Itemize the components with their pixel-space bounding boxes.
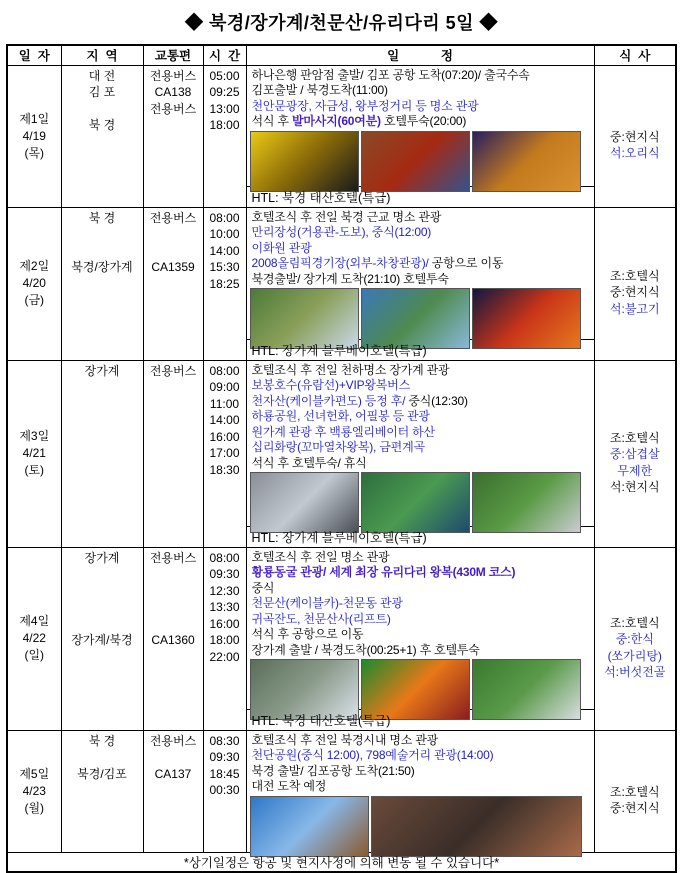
meal-item: 무제한	[617, 463, 653, 478]
date-value: 4/22	[22, 631, 46, 645]
transport-name	[144, 749, 203, 766]
meal-item: 중:현지식	[609, 801, 660, 815]
time-value: 16:00	[209, 616, 240, 631]
schedule-lines	[247, 731, 594, 795]
forbidden-city-night-photo	[472, 131, 581, 192]
day-row	[7, 207, 676, 339]
region-name	[62, 583, 143, 600]
schedule-line	[252, 409, 592, 425]
day-row	[7, 360, 676, 526]
time-value: 17:00	[209, 446, 240, 460]
date-text	[8, 548, 61, 730]
meal-lines	[595, 361, 676, 547]
time-value: 14:00	[209, 243, 240, 258]
schedule-text: 하룡공원, 선녀헌화, 어필봉 등 관광	[251, 409, 430, 423]
schedule-cell	[246, 65, 594, 186]
schedule-line	[252, 394, 592, 410]
tiananmen-gate-photo	[361, 131, 470, 192]
schedule-line	[252, 83, 592, 99]
meal-lines	[595, 548, 676, 730]
time-cell	[203, 547, 246, 730]
transport-name: 전용버스	[149, 68, 197, 83]
meal-item: 석:현지식	[609, 480, 660, 494]
schedule-line	[252, 99, 592, 115]
time-value: 08:00	[209, 550, 240, 565]
schedule-line	[252, 733, 592, 749]
baofeng-lake-photo	[361, 472, 470, 533]
schedule-line	[252, 114, 592, 130]
weekday-label: (토)	[24, 463, 45, 477]
schedule-text: 원가계 관광 후 백룡엘리베이터 하산	[251, 424, 435, 439]
column-header: 지 역	[61, 45, 143, 65]
schedule-line	[252, 627, 592, 643]
time-value: 14:00	[209, 413, 240, 427]
time-cell	[203, 207, 246, 360]
meal-item: 석:버섯전골	[604, 665, 666, 679]
transport-cell	[143, 730, 203, 852]
transport-cell	[143, 360, 203, 547]
weekday-label: (금)	[24, 293, 45, 307]
time-value: 09:00	[209, 380, 240, 394]
time-value: 09:25	[209, 85, 240, 99]
region-name: 장가계	[84, 550, 120, 565]
region-name	[62, 243, 143, 260]
transport-cell	[143, 207, 203, 360]
transport-name: 전용버스	[149, 733, 197, 748]
schedule-line	[252, 241, 592, 257]
day-label: 제3일	[19, 429, 50, 443]
region-name	[62, 599, 143, 616]
transport-name	[144, 616, 203, 633]
region-name: 대 전	[88, 68, 116, 83]
time-value: 18:25	[209, 276, 240, 291]
weekday-label: (일)	[24, 648, 45, 662]
schedule-line	[252, 612, 592, 628]
time-value: 13:30	[209, 600, 240, 614]
time-value: 00:30	[209, 783, 240, 797]
time-value: 12:30	[209, 583, 240, 598]
transport-name	[144, 243, 203, 260]
region-cell	[61, 730, 143, 852]
meal-cell	[594, 547, 676, 730]
region-name	[62, 101, 143, 118]
time-value: 05:00	[209, 68, 240, 83]
header-row	[7, 45, 676, 65]
meal-lines	[595, 66, 676, 207]
schedule-line	[252, 68, 592, 84]
region-name: 북경/김포	[77, 766, 127, 781]
schedule-line	[252, 581, 592, 597]
schedule-line	[252, 272, 592, 288]
schedule-text: 호텔조식 후 전일 북경시내 명소 관광	[251, 732, 439, 747]
schedule-text: 석식 후 공항으로 이동	[251, 627, 364, 641]
day-label: 제4일	[19, 614, 50, 628]
day-row	[7, 547, 676, 709]
date-cell	[7, 65, 61, 207]
schedule-lines	[247, 548, 594, 659]
day-row	[7, 730, 676, 852]
weekday-label: (목)	[24, 145, 45, 160]
time-value: 10:00	[209, 227, 240, 241]
schedule-lines	[247, 66, 594, 130]
hotel-name: HTL: 장가계 블루베이호텔(특급)	[246, 339, 594, 360]
schedule-content	[247, 361, 594, 526]
meal-cell	[594, 360, 676, 547]
schedule-line	[252, 596, 592, 612]
region-name: 북 경	[88, 210, 116, 225]
time-value: 08:00	[209, 363, 240, 378]
schedule-text: 중식(12:30)	[405, 393, 468, 408]
transport-name: 전용버스	[149, 550, 197, 565]
meal-cell	[594, 730, 676, 852]
column-header: 일 자	[7, 45, 61, 65]
date-cell	[7, 360, 61, 547]
date-text	[8, 361, 61, 547]
meal-item: 석:불고기	[609, 301, 660, 316]
schedule-text: 장가계 출발 / 북경도착(00:25+1) 후 호텔투숙	[251, 642, 480, 657]
schedule-text: 호텔투숙(20:00)	[380, 114, 467, 128]
transport-name: 전용버스	[149, 210, 197, 225]
schedule-line	[252, 378, 592, 394]
column-header: 교통편	[143, 45, 203, 65]
date-value: 4/20	[22, 276, 46, 290]
region-name: 북 경	[88, 118, 116, 132]
date-value: 4/23	[22, 783, 46, 798]
schedule-text: 북경 출발/ 김포공항 도착(21:50)	[251, 763, 415, 778]
schedule-text: 김포출발 / 북경도착(11:00)	[251, 83, 388, 97]
schedule-content	[247, 208, 594, 339]
schedule-line	[252, 550, 592, 566]
region-cell	[61, 65, 143, 207]
schedule-text: 천안문광장, 자금성, 왕부정거리 등 명소 관광	[251, 98, 479, 113]
bailong-elevator-photo	[472, 472, 581, 533]
transport-name: CA138	[154, 85, 192, 99]
day-label: 제5일	[19, 766, 50, 781]
region-name: 김 포	[88, 85, 116, 99]
summer-palace-photo	[361, 288, 470, 349]
meal-item: 석:오리식	[609, 146, 660, 160]
time-value: 22:00	[209, 649, 240, 664]
column-header: 시 간	[203, 45, 246, 65]
schedule-content	[247, 66, 594, 186]
hotel-name: HTL: 북경 태산호텔(특급)	[246, 186, 594, 207]
misty-peaks-photo	[250, 472, 359, 533]
birds-nest-stadium-photo	[472, 288, 581, 349]
region-cell	[61, 207, 143, 360]
day-label: 제2일	[19, 259, 50, 273]
schedule-line	[252, 456, 592, 472]
transport-name: 전용버스	[149, 363, 197, 378]
weekday-label: (월)	[24, 800, 45, 815]
schedule-text: 석식 후	[251, 114, 292, 128]
schedule-cell	[246, 360, 594, 526]
time-value: 08:00	[209, 210, 240, 225]
schedule-text: 호텔조식 후 전일 북경 근교 명소 관광	[251, 209, 442, 224]
meal-cell	[594, 65, 676, 207]
schedule-lines	[247, 208, 594, 288]
schedule-text: 천문산(케이블카)-천문동 관광	[251, 596, 403, 610]
schedule-text: 공항으로 이동	[428, 256, 504, 270]
region-name	[62, 616, 143, 633]
photo-strip	[247, 795, 594, 860]
798-art-district-photo	[371, 796, 582, 857]
schedule-text: 천자산(케이블카편도) 등정 후/	[251, 393, 406, 408]
schedule-line	[252, 643, 592, 659]
time-value: 16:00	[209, 429, 240, 444]
schedule-line	[252, 565, 592, 581]
schedule-text: 2008올림픽경기장(외부-차창관광)/	[251, 256, 429, 270]
transport-name	[144, 583, 203, 600]
schedule-text: 북경출발/ 장가계 도착(21:10) 호텔투숙	[251, 271, 449, 286]
schedule-text: 보봉호수(유람선)+VIP왕복버스	[251, 378, 410, 392]
region-name	[62, 749, 143, 766]
date-value: 4/19	[22, 128, 46, 143]
date-cell	[7, 730, 61, 852]
schedule-text: 황룡동굴 관광/ 세계 최장 유리다리 왕복(430M 코스)	[251, 565, 516, 579]
schedule-line	[252, 363, 592, 379]
column-header: 식 사	[594, 45, 676, 65]
transport-name: 전용버스	[149, 101, 197, 116]
meal-item: (쏘가리탕)	[607, 648, 662, 663]
great-wall-photo	[250, 288, 359, 349]
region-name	[62, 566, 143, 583]
meal-item: 중:현지식	[609, 285, 660, 300]
meal-item: 중:한식	[615, 632, 654, 646]
date-text	[8, 208, 61, 360]
meal-cell	[594, 207, 676, 360]
footnote: *상기일정은 항공 및 현지사정에 의해 변동 될 수 있습니다*	[7, 852, 676, 872]
transport-cell	[143, 547, 203, 730]
schedule-line	[252, 764, 592, 780]
meal-item: 중:현지식	[609, 129, 660, 144]
time-value: 18:45	[209, 766, 240, 781]
transport-name: CA1359	[151, 260, 195, 274]
meal-item: 조:호텔식	[609, 268, 660, 283]
hotel-name: HTL: 장가계 블루베이호텔(특급)	[246, 526, 594, 547]
column-header: 일 정	[246, 45, 594, 65]
time-value: 11:00	[209, 396, 240, 411]
transport-cell	[143, 65, 203, 207]
transport-name: CA137	[154, 766, 192, 781]
food-skewers-photo	[250, 131, 359, 192]
time-value: 09:30	[209, 750, 240, 764]
schedule-text: 하나은행 판암점 출발/ 김포 공항 도착(07:20)/ 출국수속	[251, 67, 530, 82]
meal-lines	[595, 731, 676, 852]
region-name	[62, 226, 143, 243]
transport-name: CA1360	[151, 633, 195, 647]
region-cell	[61, 547, 143, 730]
schedule-line	[252, 440, 592, 456]
time-cell	[203, 730, 246, 852]
time-value: 15:30	[209, 260, 240, 274]
time-value: 09:30	[209, 567, 240, 581]
time-cell	[203, 65, 246, 207]
schedule-text: 만리장성(거용관-도보), 중식(12:00)	[251, 225, 432, 239]
schedule-text: 귀곡잔도, 천문산사(리프트)	[251, 611, 391, 626]
schedule-line	[252, 225, 592, 241]
time-value: 18:00	[209, 118, 240, 132]
meal-item: 조:호텔식	[609, 430, 660, 445]
page-title: ◆ 북경/장가계/천문산/유리다리 5일 ◆	[184, 13, 499, 33]
time-value: 13:00	[209, 101, 240, 116]
schedule-content	[247, 731, 594, 852]
schedule-text: 십리화랑(꼬마열차왕복), 금편계곡	[251, 440, 425, 454]
schedule-text: 천단공원(중식 12:00), 798예술거리 관광(14:00)	[251, 748, 494, 762]
time-value: 08:30	[209, 733, 240, 748]
region-name: 북 경	[88, 733, 116, 748]
meal-item: 조:호텔식	[609, 615, 660, 630]
schedule-text: 석식 후 호텔투숙/ 휴식	[251, 455, 367, 470]
region-cell	[61, 360, 143, 547]
itinerary-table	[6, 44, 677, 873]
meal-item: 중:삼겹살	[609, 447, 660, 461]
date-cell	[7, 207, 61, 360]
schedule-lines	[247, 361, 594, 472]
meal-lines	[595, 208, 676, 360]
region-name: 북경/장가계	[71, 260, 133, 274]
region-name: 장가계	[84, 363, 120, 378]
region-name: 장가계/북경	[71, 633, 133, 647]
hotel-name: HTL: 북경 태산호텔(특급)	[246, 709, 594, 730]
day-label: 제1일	[19, 111, 50, 126]
date-value: 4/21	[22, 446, 46, 460]
schedule-text: 중식	[251, 580, 275, 595]
schedule-line	[252, 425, 592, 441]
date-cell	[7, 547, 61, 730]
date-text	[8, 66, 61, 207]
day-row	[7, 65, 676, 186]
glass-bridge-aerial-photo	[472, 659, 581, 720]
transport-name	[144, 599, 203, 616]
time-value: 18:30	[209, 462, 240, 477]
schedule-text: 호텔조식 후 전일 천하명소 장가계 관광	[251, 362, 450, 377]
time-cell	[203, 360, 246, 547]
photo-strip	[247, 471, 594, 536]
schedule-content	[247, 548, 594, 709]
schedule-cell	[246, 730, 594, 852]
schedule-line	[252, 210, 592, 226]
transport-name	[144, 226, 203, 243]
schedule-text: 대전 도착 예정	[251, 779, 327, 793]
schedule-text: 발마사지(60여분)	[291, 114, 381, 128]
schedule-line	[252, 748, 592, 764]
date-text	[8, 731, 61, 852]
temple-of-heaven-photo	[250, 796, 369, 857]
schedule-line	[252, 256, 592, 272]
schedule-cell	[246, 547, 594, 709]
schedule-line	[252, 779, 592, 795]
meal-item: 조:호텔식	[609, 784, 660, 799]
schedule-cell	[246, 207, 594, 339]
photo-strip	[247, 130, 594, 195]
transport-name	[144, 566, 203, 583]
schedule-text: 이화원 관광	[251, 240, 312, 255]
schedule-text: 호텔조식 후 전일 명소 관광	[251, 549, 390, 564]
time-value: 18:00	[209, 633, 240, 647]
